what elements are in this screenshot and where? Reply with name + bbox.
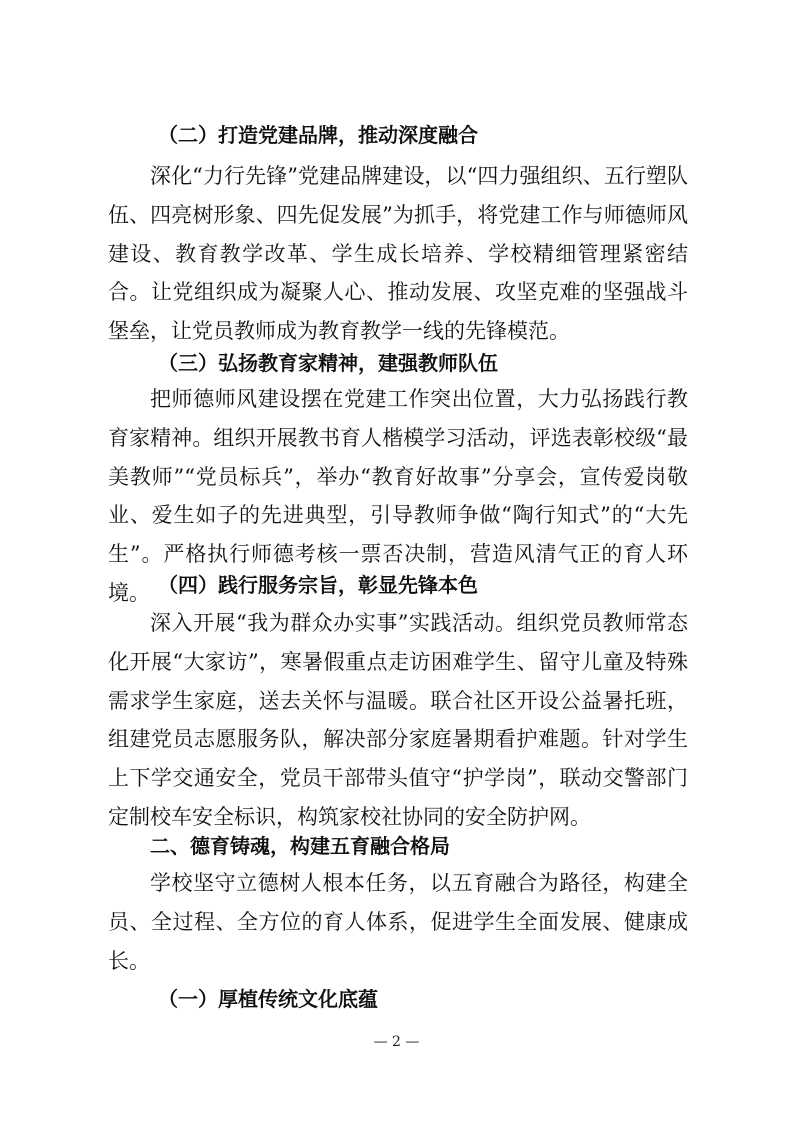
paragraph-teacher-team: 把师德师风建设摆在党建工作突出位置，大力弘扬践行教育家精神。组织开展教书育人楷模学习活动，评选表彰校级“最美教师”“党员标兵”，举办“教育好故事”分享会，宣传爱岗敬业、爱生如子的先进典型，引导教师争做“陶行知式”的“大先生”。严格执行师德考核一票否决制，营造风清气正的育人环境。 (108, 387, 688, 605)
section-heading-3: （三）弘扬教育家精神，建强教师队伍 (158, 351, 498, 375)
page-number: — 2 — (373, 1034, 420, 1050)
section-heading-2: （二）打造党建品牌，推动深度融合 (158, 123, 478, 147)
paragraph-party-brand: 深化“力行先锋”党建品牌建设，以“四力强组织、五行塑队伍、四亮树形象、四先促发展”为抓手，将党建工作与师德师风建设、教育教学改革、学生成长培养、学校精细管理紧密结合。让党组织成为凝聚人心、推动发展、攻坚克难的坚强战斗堡垒，让党员教师成为教育教学一线的先锋模范。 (108, 164, 688, 344)
section-heading-4: （四）践行服务宗旨，彰显先锋本色 (158, 573, 478, 597)
section-heading-1: （一）厚植传统文化底蕴 (158, 987, 378, 1011)
paragraph-service: 深入开展“我为群众办实事”实践活动。组织党员教师常态化开展“大家访”，寒暑假重点走访困难学生、留守儿童及特殊需求学生家庭，送去关怀与温暖。联合社区开设公益暑托班，组建党员志愿服务队，解决部分家庭暑期看护难题。针对学生上下学交通安全，党员干部带头值守“护学岗”，联动交警部门定制校车安全标识，构筑家校社协同的安全防护网。 (108, 611, 688, 829)
paragraph-moral-education: 学校坚守立德树人根本任务，以五育融合为路径，构建全员、全过程、全方位的育人体系，促进学生全面发展、健康成长。 (108, 871, 688, 973)
chapter-heading-2: 二、德育铸魂，构建五育融合格局 (150, 834, 450, 858)
